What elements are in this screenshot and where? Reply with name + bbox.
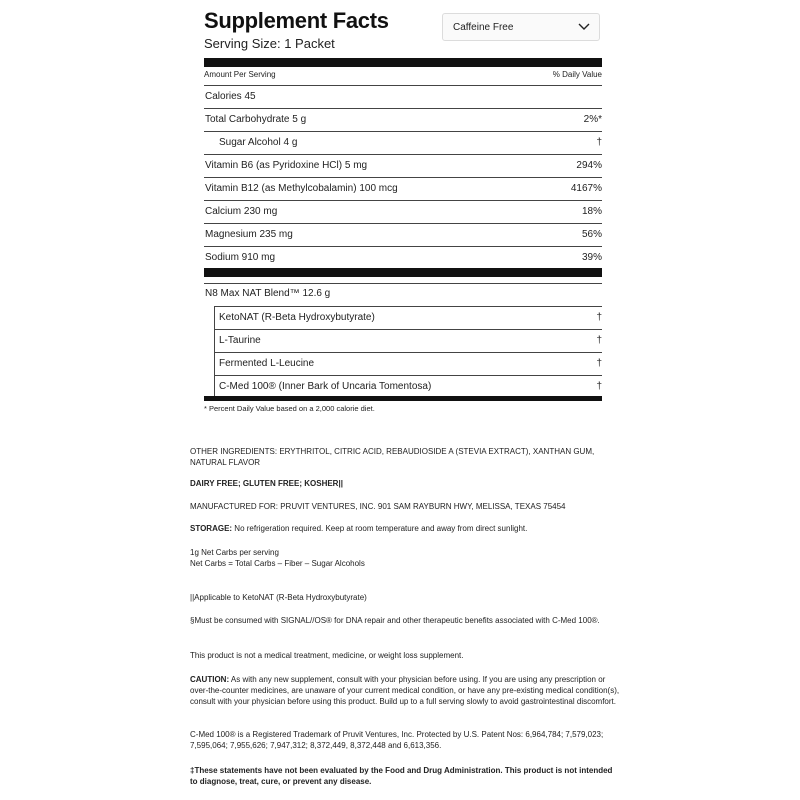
trademark-note: C-Med 100® is a Registered Trademark of Pruvit Ventures, Inc. Protected by U.S. Patent Nos: 6,964,784; 7,579,023; 7,595,064; 7,955,626; 7,947,312; 8,372,449, 8,372,448 and 6,613,356. — [190, 730, 604, 750]
nutrient-label: Sugar Alcohol 4 g — [219, 137, 298, 148]
nutrient-value: 2%* — [583, 114, 602, 125]
storage-statement — [190, 523, 620, 534]
table-header — [204, 70, 602, 79]
net-carbs-line-1: 1g Net Carbs per serving — [190, 548, 279, 557]
nutrient-label: Calcium 230 mg — [205, 206, 278, 217]
caution-text: As with any new supplement, consult with your physician before using. If you are using any prescription or over-the-counter medicines, are unaware of your current medical condition, or have any pre-existing medical condition(s), consult with your physician before using this product. Build up to a full serving slowly to avoid gastrointestinal discomfort. — [190, 675, 620, 706]
blend-item-value: † — [596, 358, 602, 369]
flavor-dropdown-value: Caffeine Free — [453, 21, 514, 33]
net-carbs-line-2: Net Carbs = Total Carbs – Fiber – Sugar Alcohols — [190, 559, 365, 568]
manufacturer: MANUFACTURED FOR: PRUVIT VENTURES, INC. 901 SAM RAYBURN HWY, MELISSA, TEXAS 75454 — [190, 502, 566, 511]
flavor-dropdown[interactable] — [442, 13, 600, 41]
amount-per-serving-label: Amount Per Serving — [204, 70, 276, 79]
thick-divider — [204, 396, 602, 401]
nutrient-label: Vitamin B6 (as Pyridoxine HCl) 5 mg — [205, 160, 368, 171]
daily-value-footnote: * Percent Daily Value based on a 2,000 calorie diet. — [204, 404, 375, 413]
thick-divider — [204, 58, 602, 67]
nutrient-label: Magnesium 235 mg — [205, 229, 293, 240]
blend-item-label: Fermented L-Leucine — [219, 358, 315, 369]
blend-item-value: † — [596, 381, 602, 392]
other-ingredients: OTHER INGREDIENTS: ERYTHRITOL, CITRIC ACID, REBAUDIOSIDE A (STEVIA EXTRACT), XANTHAN GUM, NATURAL FLAVOR — [190, 447, 595, 467]
blend-item-label: L-Taurine — [219, 335, 261, 346]
not-medical-note: This product is not a medical treatment, medicine, or weight loss supplement. — [190, 651, 464, 660]
blend-item — [214, 306, 602, 329]
blend-item-label: KetoNAT (R-Beta Hydroxybutyrate) — [219, 312, 375, 323]
blend-item-label: C-Med 100® (Inner Bark of Uncaria Tomentosa) — [219, 381, 432, 392]
nutrient-value: 18% — [581, 206, 602, 217]
nutrient-row — [204, 154, 602, 177]
chevron-down-icon — [578, 22, 590, 32]
blend-item — [214, 352, 602, 375]
signal-note: §Must be consumed with SIGNAL//OS® for DNA repair and other therapeutic benefits associated with C-Med 100®. — [190, 616, 600, 625]
nutrient-row — [204, 223, 602, 246]
blend-title-label: N8 Max NAT Blend™ 12.6 g — [205, 288, 331, 299]
blend-top-rule — [204, 283, 602, 284]
daily-value-label: % Daily Value — [552, 70, 602, 79]
storage-label: STORAGE: — [190, 524, 233, 533]
serving-size: Serving Size: 1 Packet — [204, 36, 335, 51]
nutrient-row — [204, 131, 602, 154]
thick-divider — [204, 268, 602, 277]
page-title: Supplement Facts — [204, 8, 389, 33]
free-from-statement: DAIRY FREE; GLUTEN FREE; KOSHER|| — [190, 479, 343, 488]
nutrient-value: 56% — [581, 229, 602, 240]
nutrient-row — [204, 200, 602, 223]
caution-statement — [190, 674, 620, 707]
blend-item-value: † — [596, 335, 602, 346]
nutrient-row — [204, 108, 602, 131]
nutrient-label: Sodium 910 mg — [205, 252, 276, 263]
caution-label: CAUTION: — [190, 675, 230, 684]
nutrient-value: 39% — [581, 252, 602, 263]
nutrient-row — [204, 246, 602, 269]
blend-item — [214, 375, 602, 398]
storage-text: No refrigeration required. Keep at room temperature and away from direct sunlight. — [232, 524, 528, 533]
nutrient-label: Calories 45 — [205, 91, 256, 102]
nutrient-label: Vitamin B12 (as Methylcobalamin) 100 mcg — [205, 183, 398, 194]
blend-item — [214, 329, 602, 352]
applicable-note: ||Applicable to KetoNAT (R-Beta Hydroxybutyrate) — [190, 593, 367, 602]
nutrient-label: Total Carbohydrate 5 g — [205, 114, 307, 125]
nutrient-value: 294% — [576, 160, 602, 171]
fda-disclaimer: ‡These statements have not been evaluated by the Food and Drug Administration. This product is not intended to diagnose, treat, cure, or prevent any disease. — [190, 766, 613, 786]
nutrient-row — [204, 177, 602, 200]
nutrient-value: † — [596, 137, 602, 148]
blend-item-value: † — [596, 312, 602, 323]
nutrient-value: 4167% — [570, 183, 602, 194]
nutrient-row — [204, 85, 602, 108]
